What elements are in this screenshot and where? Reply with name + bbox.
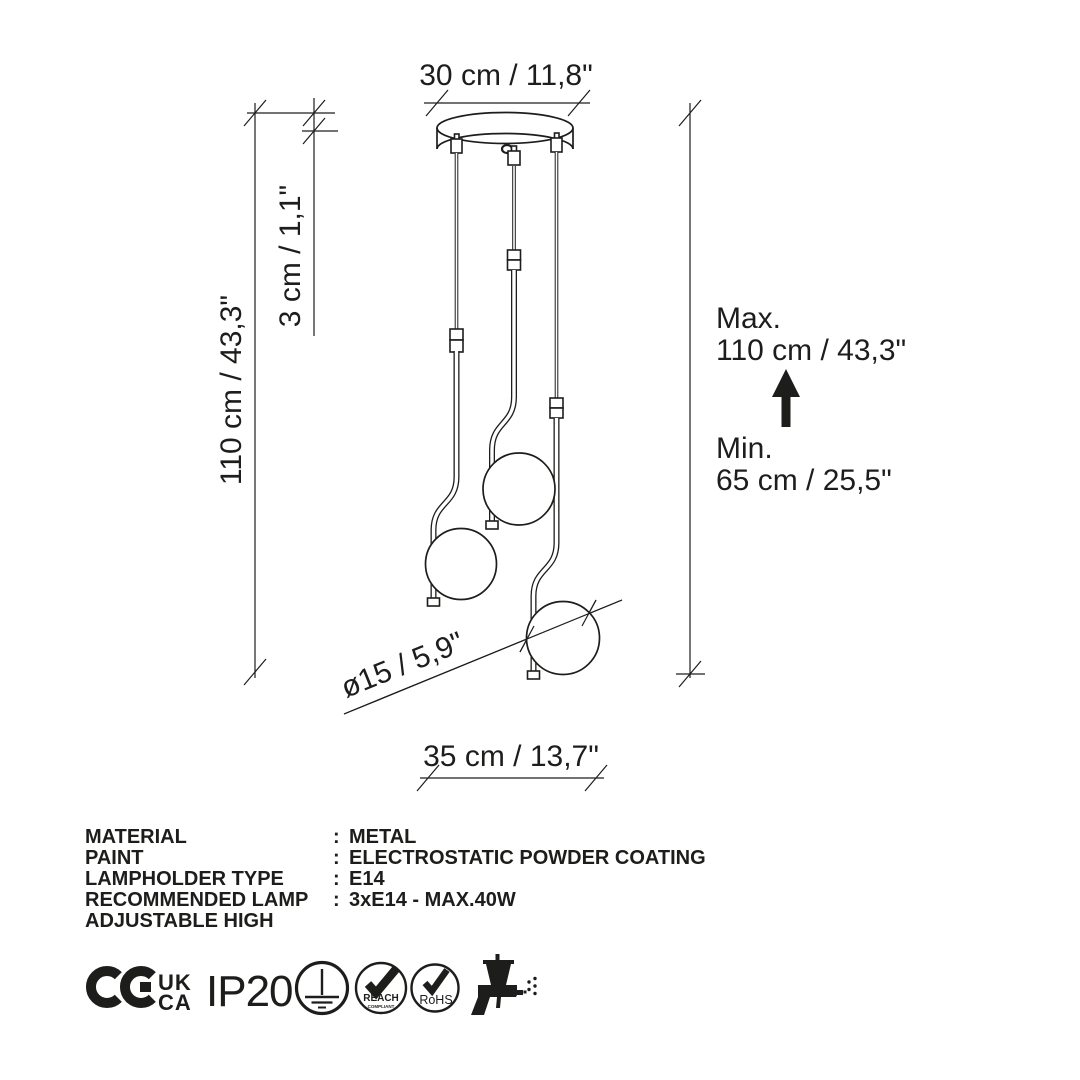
spec-row-paint	[85, 848, 805, 869]
spec-value: 3xE14 - MAX.40W	[349, 889, 516, 911]
certification-row	[91, 954, 537, 1016]
reach-compliant-icon	[356, 963, 406, 1013]
spec-value: E14	[349, 868, 385, 890]
spray-paint-gun-icon	[471, 954, 537, 1015]
spec-separator: :	[333, 847, 340, 869]
dim-total-height-label: 110 cm / 43,3"	[215, 294, 248, 486]
spec-separator: :	[333, 868, 340, 890]
min-value: 65 cm / 25,5"	[716, 464, 892, 497]
max-label: Max.	[716, 302, 782, 335]
spec-separator	[333, 911, 349, 932]
reach-label: REACH	[363, 993, 399, 1004]
ukca-line2: CA	[158, 990, 192, 1015]
dim-canopy-width-label: 30 cm / 11,8"	[419, 59, 593, 92]
dim-canopy-height-label: 3 cm / 1,1"	[274, 184, 307, 328]
spec-label: MATERIAL	[85, 826, 187, 848]
spec-separator: :	[333, 826, 340, 848]
spec-row-material	[85, 827, 805, 848]
spec-separator: :	[333, 889, 340, 911]
spec-row-lampholder	[85, 869, 805, 890]
pendant-lamp-drawing	[344, 113, 622, 715]
ip-rating-label: IP20	[206, 967, 293, 1016]
globe-left	[426, 529, 497, 600]
max-value: 110 cm / 43,3"	[716, 334, 907, 367]
min-label: Min.	[716, 432, 773, 465]
dimension-lines	[244, 90, 705, 791]
cords	[457, 152, 557, 398]
spec-row-recommended-lamp	[85, 890, 805, 911]
ukca-mark-icon	[158, 970, 192, 1015]
globe-bottom	[527, 602, 600, 675]
spec-label: PAINT	[85, 847, 144, 869]
ground-protection-icon	[297, 963, 348, 1014]
checkmark-icon	[368, 969, 396, 993]
ukca-line1: UK	[158, 970, 192, 995]
globe-middle	[483, 453, 555, 525]
spray-dots	[527, 977, 536, 995]
spec-label: ADJUSTABLE HIGH	[85, 910, 274, 932]
rohs-label: RoHS	[419, 993, 453, 1007]
spec-label: LAMPHOLDER TYPE	[85, 868, 284, 890]
spec-row-adjustable-high	[85, 911, 805, 932]
up-arrow-icon	[772, 369, 800, 427]
cord-adjusters	[450, 250, 563, 418]
rohs-icon	[412, 965, 459, 1012]
spec-value: ELECTROSTATIC POWDER COATING	[349, 847, 706, 869]
spec-label: RECOMMENDED LAMP	[85, 889, 309, 911]
spec-value: METAL	[349, 826, 417, 848]
checkmark-icon	[425, 970, 447, 991]
ce-mark-icon	[91, 971, 152, 1003]
dim-fixture-width-label: 35 cm / 13,7"	[423, 740, 599, 773]
dim-globe-diameter-label: ø15 / 5,9"	[336, 625, 469, 705]
spec-table	[85, 827, 805, 932]
reach-subtext: COMPLIANT	[367, 1004, 395, 1009]
